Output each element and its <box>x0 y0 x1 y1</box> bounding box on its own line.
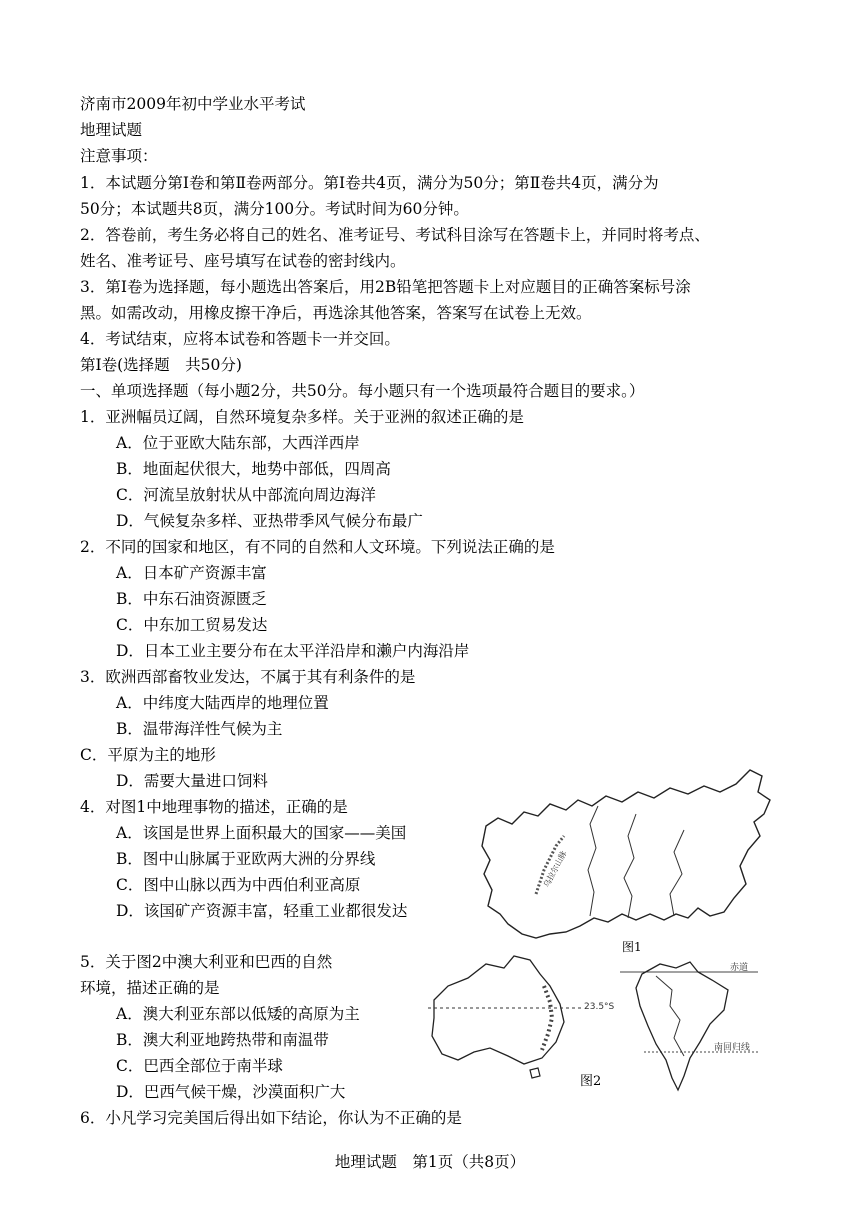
country-outline <box>482 770 770 938</box>
question-option: A．该国是世界上面积最大的国家——美国 <box>116 824 407 842</box>
tropic-label: 南回归线 <box>714 1043 751 1053</box>
figure-2-caption: 图2 <box>580 1074 602 1089</box>
question-stem: 3．欧洲西部畜牧业发达，不属于其有利条件的是 <box>80 668 416 686</box>
figure-2-map <box>428 950 758 1094</box>
mountain-label: 乌拉尔山脉 <box>541 849 569 889</box>
river-line <box>588 806 598 916</box>
question-option: C．平原为主的地形 <box>80 746 216 764</box>
latitude-label: 23.5°S <box>584 1002 615 1012</box>
question-option: A．澳大利亚东部以低矮的高原为主 <box>116 1005 360 1023</box>
question-option: B．图中山脉属于亚欧两大洲的分界线 <box>116 850 376 868</box>
question-option: D．巴西气候干燥，沙漠面积广大 <box>116 1083 346 1101</box>
figure-1-caption: 图1 <box>622 940 642 954</box>
section-title: 第Ⅰ卷(选择题 共50分) <box>80 356 242 374</box>
question-option: B．地面起伏很大，地势中部低，四周高 <box>116 460 391 478</box>
question-stem: 4．对图1中地理事物的描述，正确的是 <box>80 798 348 816</box>
question-option: C．巴西全部位于南半球 <box>116 1057 283 1075</box>
question-stem: 5．关于图2中澳大利亚和巴西的自然 <box>80 953 333 971</box>
question-option: C．中东加工贸易发达 <box>116 616 268 634</box>
question-option: A．日本矿产资源丰富 <box>116 564 267 582</box>
question-option: A．位于亚欧大陆东部，大西洋西岸 <box>116 434 360 452</box>
notice-line: 4．考试结束，应将本试卷和答题卡一并交回。 <box>80 330 400 348</box>
subject-title: 地理试题 <box>80 121 143 139</box>
australia-outline <box>432 956 564 1064</box>
question-option: D．日本工业主要分布在太平洋沿岸和濑户内海沿岸 <box>116 642 470 660</box>
question-option: D．气候复杂多样、亚热带季风气候分布最广 <box>116 512 423 530</box>
header-title: 济南市2009年初中学业水平考试 <box>80 95 306 113</box>
section-instruction: 一、单项选择题（每小题2分，共50分。每小题只有一个选项最符合题目的要求。） <box>80 382 645 400</box>
notice-line: 1．本试题分第Ⅰ卷和第Ⅱ卷两部分。第Ⅰ卷共4页，满分为50分；第Ⅱ卷共4页，满分为 <box>80 174 659 192</box>
question-option: D．需要大量进口饲料 <box>116 772 268 790</box>
river-line <box>670 830 684 916</box>
equator-label: 赤道 <box>730 963 749 973</box>
figure-1-map <box>478 766 778 952</box>
question-option: C．河流呈放射状从中部流向周边海洋 <box>116 486 376 504</box>
notice-line: 姓名、准考证号、座号填写在试卷的密封线内。 <box>80 252 406 270</box>
mountain-range <box>542 986 552 1050</box>
question-option: A．中纬度大陆西岸的地理位置 <box>116 694 329 712</box>
russia-map-illustration <box>478 766 778 952</box>
question-stem: 6．小凡学习完美国后得出如下结论，你认为不正确的是 <box>80 1109 462 1127</box>
south-america-outline <box>636 962 728 1090</box>
question-option: B．中东石油资源匮乏 <box>116 590 267 608</box>
page-footer: 地理试题 第1页（共8页） <box>334 1153 526 1171</box>
notice-line: 黑。如需改动，用橡皮擦干净后，再选涂其他答案，答案写在试卷上无效。 <box>80 304 592 322</box>
question-stem: 1．亚洲幅员辽阔，自然环境复杂多样。关于亚洲的叙述正确的是 <box>80 408 524 426</box>
notice-line: 2．答卷前，考生务必将自己的姓名、准考证号、考试科目涂写在答题卡上，并同时将考点、 <box>80 226 710 244</box>
question-stem: 环境，描述正确的是 <box>80 979 220 997</box>
river-line <box>624 814 636 918</box>
notice-heading: 注意事项： <box>80 147 158 165</box>
notice-line: 50分；本试题共8页，满分100分。考试时间为60分钟。 <box>80 200 469 218</box>
question-option: D．该国矿产资源丰富，轻重工业都很发达 <box>116 902 408 920</box>
notice-line: 3．第Ⅰ卷为选择题，每小题选出答案后，用2B铅笔把答题卡上对应题目的正确答案标号涂 <box>80 278 691 296</box>
question-option: B．澳大利亚地跨热带和南温带 <box>116 1031 329 1049</box>
question-option: B．温带海洋性气候为主 <box>116 720 283 738</box>
question-option: C．图中山脉以西为中西伯利亚高原 <box>116 876 361 894</box>
tasmania-outline <box>530 1068 540 1078</box>
brazil-border <box>656 976 684 1056</box>
question-stem: 2．不同的国家和地区，有不同的自然和人文环境。下列说法正确的是 <box>80 538 555 556</box>
